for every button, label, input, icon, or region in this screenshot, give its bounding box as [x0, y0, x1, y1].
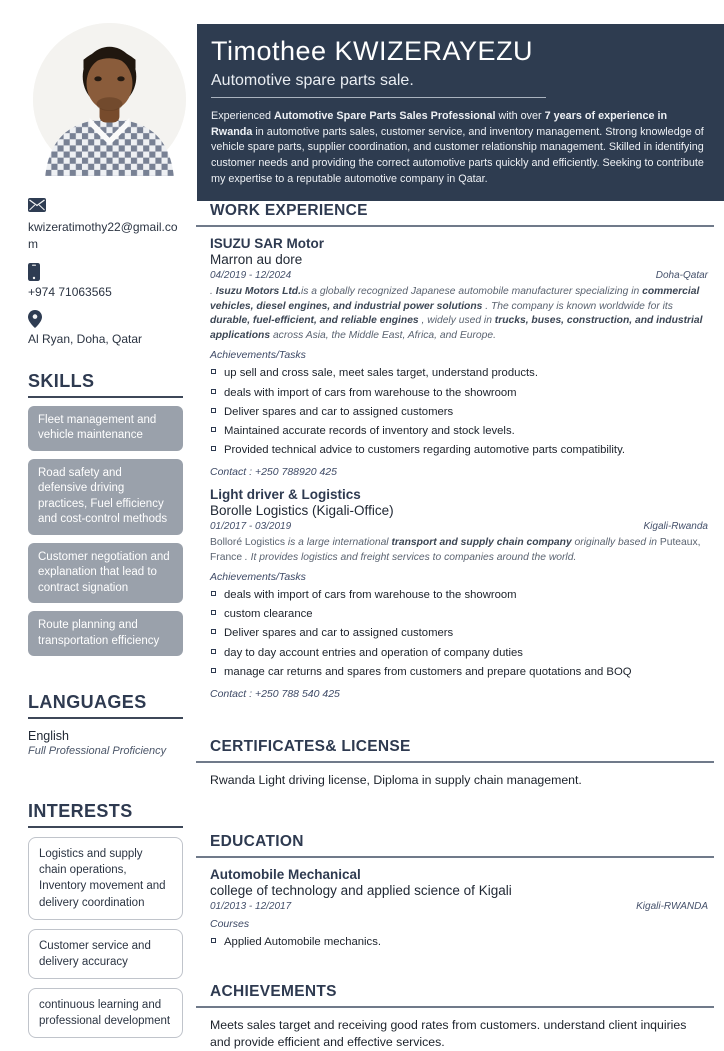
- job-location: Kigali-Rwanda: [643, 520, 708, 532]
- task-item: [210, 626, 708, 640]
- main-column: [196, 196, 714, 1051]
- interests-heading: INTERESTS: [28, 801, 183, 828]
- education-location: Kigali-RWANDA: [636, 900, 708, 912]
- job-location: Doha-Qatar: [655, 270, 708, 281]
- header-panel: [197, 24, 724, 201]
- job-tagline: Automotive spare parts sale.: [211, 72, 546, 98]
- skill-pill: Route planning and transportation efficiency: [28, 611, 183, 656]
- job-contact: Contact : +250 788 540 425: [210, 687, 340, 700]
- task-text: Deliver spares and car to assigned customers: [224, 405, 454, 418]
- bullet-square-icon: [211, 668, 216, 673]
- education-heading: EDUCATION: [196, 827, 714, 858]
- job-company: Borolle Logistics (Kigali-Office): [210, 502, 394, 518]
- tasks-label: Achievements/Tasks: [210, 571, 306, 584]
- interest-box: Logistics and supply chain operations, Inventory movement and delivery coordination: [28, 837, 183, 919]
- certificates-heading: CERTIFICATES& LICENSE: [196, 732, 714, 763]
- bullet-square-icon: [211, 610, 216, 615]
- email-text: kwizeratimothy22@gmail.com: [28, 220, 178, 252]
- task-text: deals with import of cars from warehouse to the showroom: [224, 386, 517, 399]
- skill-pill: Fleet management and vehicle maintenance: [28, 406, 183, 451]
- languages-section: [28, 692, 183, 757]
- location-text: Al Ryan, Doha, Qatar: [28, 332, 143, 347]
- person-name: Timothee KWIZERAYEZU: [211, 36, 534, 66]
- education-dates: 01/2013 - 12/2017: [210, 900, 292, 912]
- work-experience-heading: WORK EXPERIENCE: [196, 196, 714, 227]
- bullet-square-icon: [211, 591, 216, 596]
- bullet-square-icon: [211, 408, 216, 413]
- skills-heading: SKILLS: [28, 371, 183, 398]
- bullet-square-icon: [211, 389, 216, 394]
- task-text: Maintained accurate records of inventory and stock levels.: [224, 424, 515, 437]
- work-experience-section: [196, 196, 714, 700]
- task-item: [210, 588, 708, 602]
- task-text: up sell and cross sale, meet sales target, understand products.: [224, 367, 538, 380]
- certificates-text: Rwanda Light driving license, Diploma in supply chain management.: [210, 772, 582, 787]
- course-item: [210, 935, 708, 949]
- contact-email: [28, 198, 183, 254]
- bullet-square-icon: [211, 369, 216, 374]
- profile-photo-illustration: [33, 23, 186, 176]
- interests-section: [28, 801, 183, 1038]
- task-item: [210, 607, 708, 621]
- envelope-icon: [28, 198, 183, 216]
- task-item: [210, 646, 708, 660]
- skill-pill: Customer negotiation and explanation that lead to contract signation: [28, 543, 183, 604]
- language-proficiency: Full Professional Proficiency: [28, 745, 167, 758]
- job-company: Marron au dore: [210, 252, 303, 267]
- bullet-square-icon: [211, 629, 216, 634]
- bullet-square-icon: [211, 427, 216, 432]
- bullet-square-icon: [211, 938, 216, 943]
- phone-text: +974 71063565: [28, 284, 112, 299]
- certificates-section: [196, 732, 714, 789]
- job-contact: Contact : +250 788920 425: [210, 465, 337, 478]
- task-text: Deliver spares and car to assigned customers: [224, 627, 454, 640]
- job-dates: 04/2019 - 12/2024: [210, 270, 292, 281]
- achievements-text: Meets sales target and receiving good rates from customers. understand client inquiries and provide efficient and effective services.: [210, 1018, 687, 1050]
- course-text: Applied Automobile mechanics.: [224, 935, 381, 948]
- task-text: day to day account entries and operation of company duties: [224, 646, 523, 659]
- task-text: custom clearance: [224, 608, 313, 621]
- achievements-section: [196, 977, 714, 1051]
- job-entry: [210, 236, 708, 478]
- education-section: [196, 827, 714, 949]
- task-item: [210, 665, 708, 679]
- bullet-square-icon: [211, 649, 216, 654]
- task-text: manage car returns and spares from customers and prepare quotations and BOQ: [224, 665, 632, 678]
- sidebar: [28, 198, 183, 1038]
- job-title: Light driver & Logistics: [210, 486, 361, 502]
- courses-label: Courses: [210, 917, 250, 930]
- profile-photo: [33, 23, 186, 176]
- map-pin-icon: [28, 310, 183, 328]
- task-item: [210, 443, 708, 457]
- interest-box: Customer service and delivery accuracy: [28, 929, 183, 979]
- task-text: deals with import of cars from warehouse to the showroom: [224, 589, 517, 602]
- job-dates: 01/2017 - 03/2019: [210, 520, 292, 532]
- languages-heading: LANGUAGES: [28, 692, 183, 719]
- contact-phone: [28, 263, 183, 301]
- job-description: Bolloré Logistics is a large international transport and supply chain company originally based in Puteaux, France . It provides logistics and freight services to companies around the world.: [210, 536, 701, 563]
- degree-title: Automobile Mechanical: [210, 866, 361, 882]
- skills-section: [28, 371, 183, 657]
- language-name: English: [28, 729, 69, 744]
- task-text: Provided technical advice to customers regarding automotive parts compatibility.: [224, 443, 626, 456]
- contact-location: [28, 310, 183, 348]
- interest-box: continuous learning and professional development: [28, 988, 183, 1038]
- task-item: [210, 424, 708, 438]
- job-title: ISUZU SAR Motor: [210, 236, 324, 251]
- tasks-label: Achievements/Tasks: [210, 349, 306, 362]
- profile-summary: Experienced Automotive Spare Parts Sales Professional with over 7 years of experience in Rwanda in automotive parts sales, customer service, and inventory management. Strong knowledge of vehicle spare parts, supplier coordination, and customer relationship management. Skilled in identifying customer needs and providing the correct automotive parts quickly and efficiently. Seeking to contribute my expertise to a reputable automotive company in Qatar.: [211, 110, 704, 185]
- job-description: . Isuzu Motors Ltd.is a globally recognized Japanese automobile manufacturer specializing in commercial vehicles, diesel engines, and industrial power solutions . The company is known worldwide for its durable, fuel-efficient, and reliable engines , widely used in trucks, buses, construction, and industrial applications across Asia, the Middle East, Africa, and Europe.: [210, 286, 703, 341]
- school-name: college of technology and applied science of Kigali: [210, 882, 512, 898]
- task-item: [210, 386, 708, 400]
- job-entry: [210, 487, 708, 700]
- achievements-heading: ACHIEVEMENTS: [196, 977, 714, 1008]
- task-item: [210, 405, 708, 419]
- task-item: [210, 366, 708, 380]
- phone-icon: [28, 263, 183, 281]
- skill-pill: Road safety and defensive driving practices, Fuel efficiency and cost-control methods: [28, 459, 183, 535]
- bullet-square-icon: [211, 446, 216, 451]
